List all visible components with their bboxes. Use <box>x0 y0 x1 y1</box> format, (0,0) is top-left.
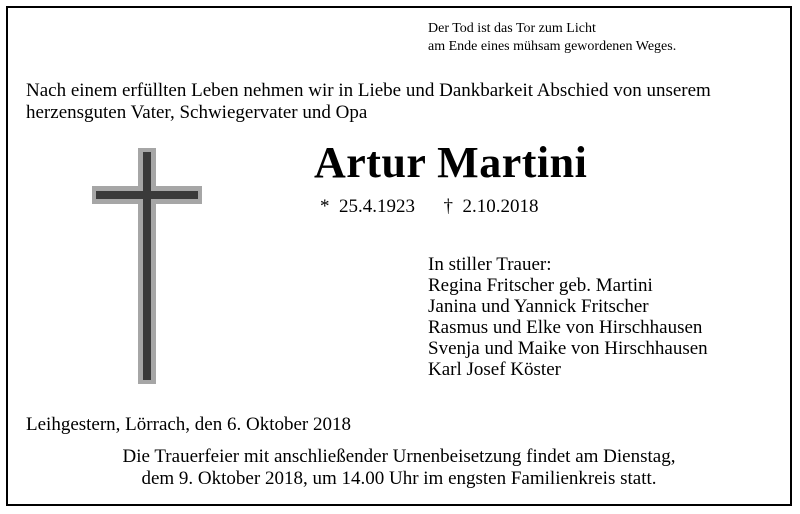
mourner-name: Janina und Yannick Fritscher <box>428 296 649 317</box>
mourner-name: Rasmus und Elke von Hirschhausen <box>428 317 703 338</box>
mourners-heading: In stiller Trauer: <box>428 254 552 275</box>
mourner-name: Regina Fritscher geb. Martini <box>428 275 653 296</box>
place-date: Leihgestern, Lörrach, den 6. Oktober 2018 <box>26 414 352 435</box>
cross-icon <box>92 148 202 384</box>
mourners-list <box>428 254 708 380</box>
funeral-notice-line-1: Die Trauerfeier mit anschließender Urnenbeisetzung findet am Dienstag, <box>122 446 676 467</box>
mourner-name: Karl Josef Köster <box>428 359 561 380</box>
deceased-name: Artur Martini <box>314 138 588 187</box>
funeral-notice-line-2: dem 9. Oktober 2018, um 14.00 Uhr im engsten Familienkreis statt. <box>141 468 657 489</box>
intro-text <box>26 80 786 124</box>
life-dates <box>320 196 539 218</box>
motto <box>428 20 676 56</box>
motto-line-2: am Ende eines mühsam gewordenen Weges. <box>428 39 677 54</box>
birth-date: 25.4.1923 <box>339 196 415 217</box>
intro-line-2: herzensguten Vater, Schwiegervater und Opa <box>26 102 368 123</box>
mourner-name: Svenja und Maike von Hirschhausen <box>428 338 708 359</box>
obituary-notice <box>6 6 792 506</box>
funeral-notice <box>8 446 790 490</box>
birth-symbol: * <box>320 196 330 217</box>
death-date: 2.10.2018 <box>462 196 539 217</box>
death-symbol: † <box>443 196 453 217</box>
motto-line-1: Der Tod ist das Tor zum Licht <box>428 21 596 36</box>
intro-line-1: Nach einem erfüllten Leben nehmen wir in Liebe und Dankbarkeit Abschied von unserem <box>26 80 711 101</box>
